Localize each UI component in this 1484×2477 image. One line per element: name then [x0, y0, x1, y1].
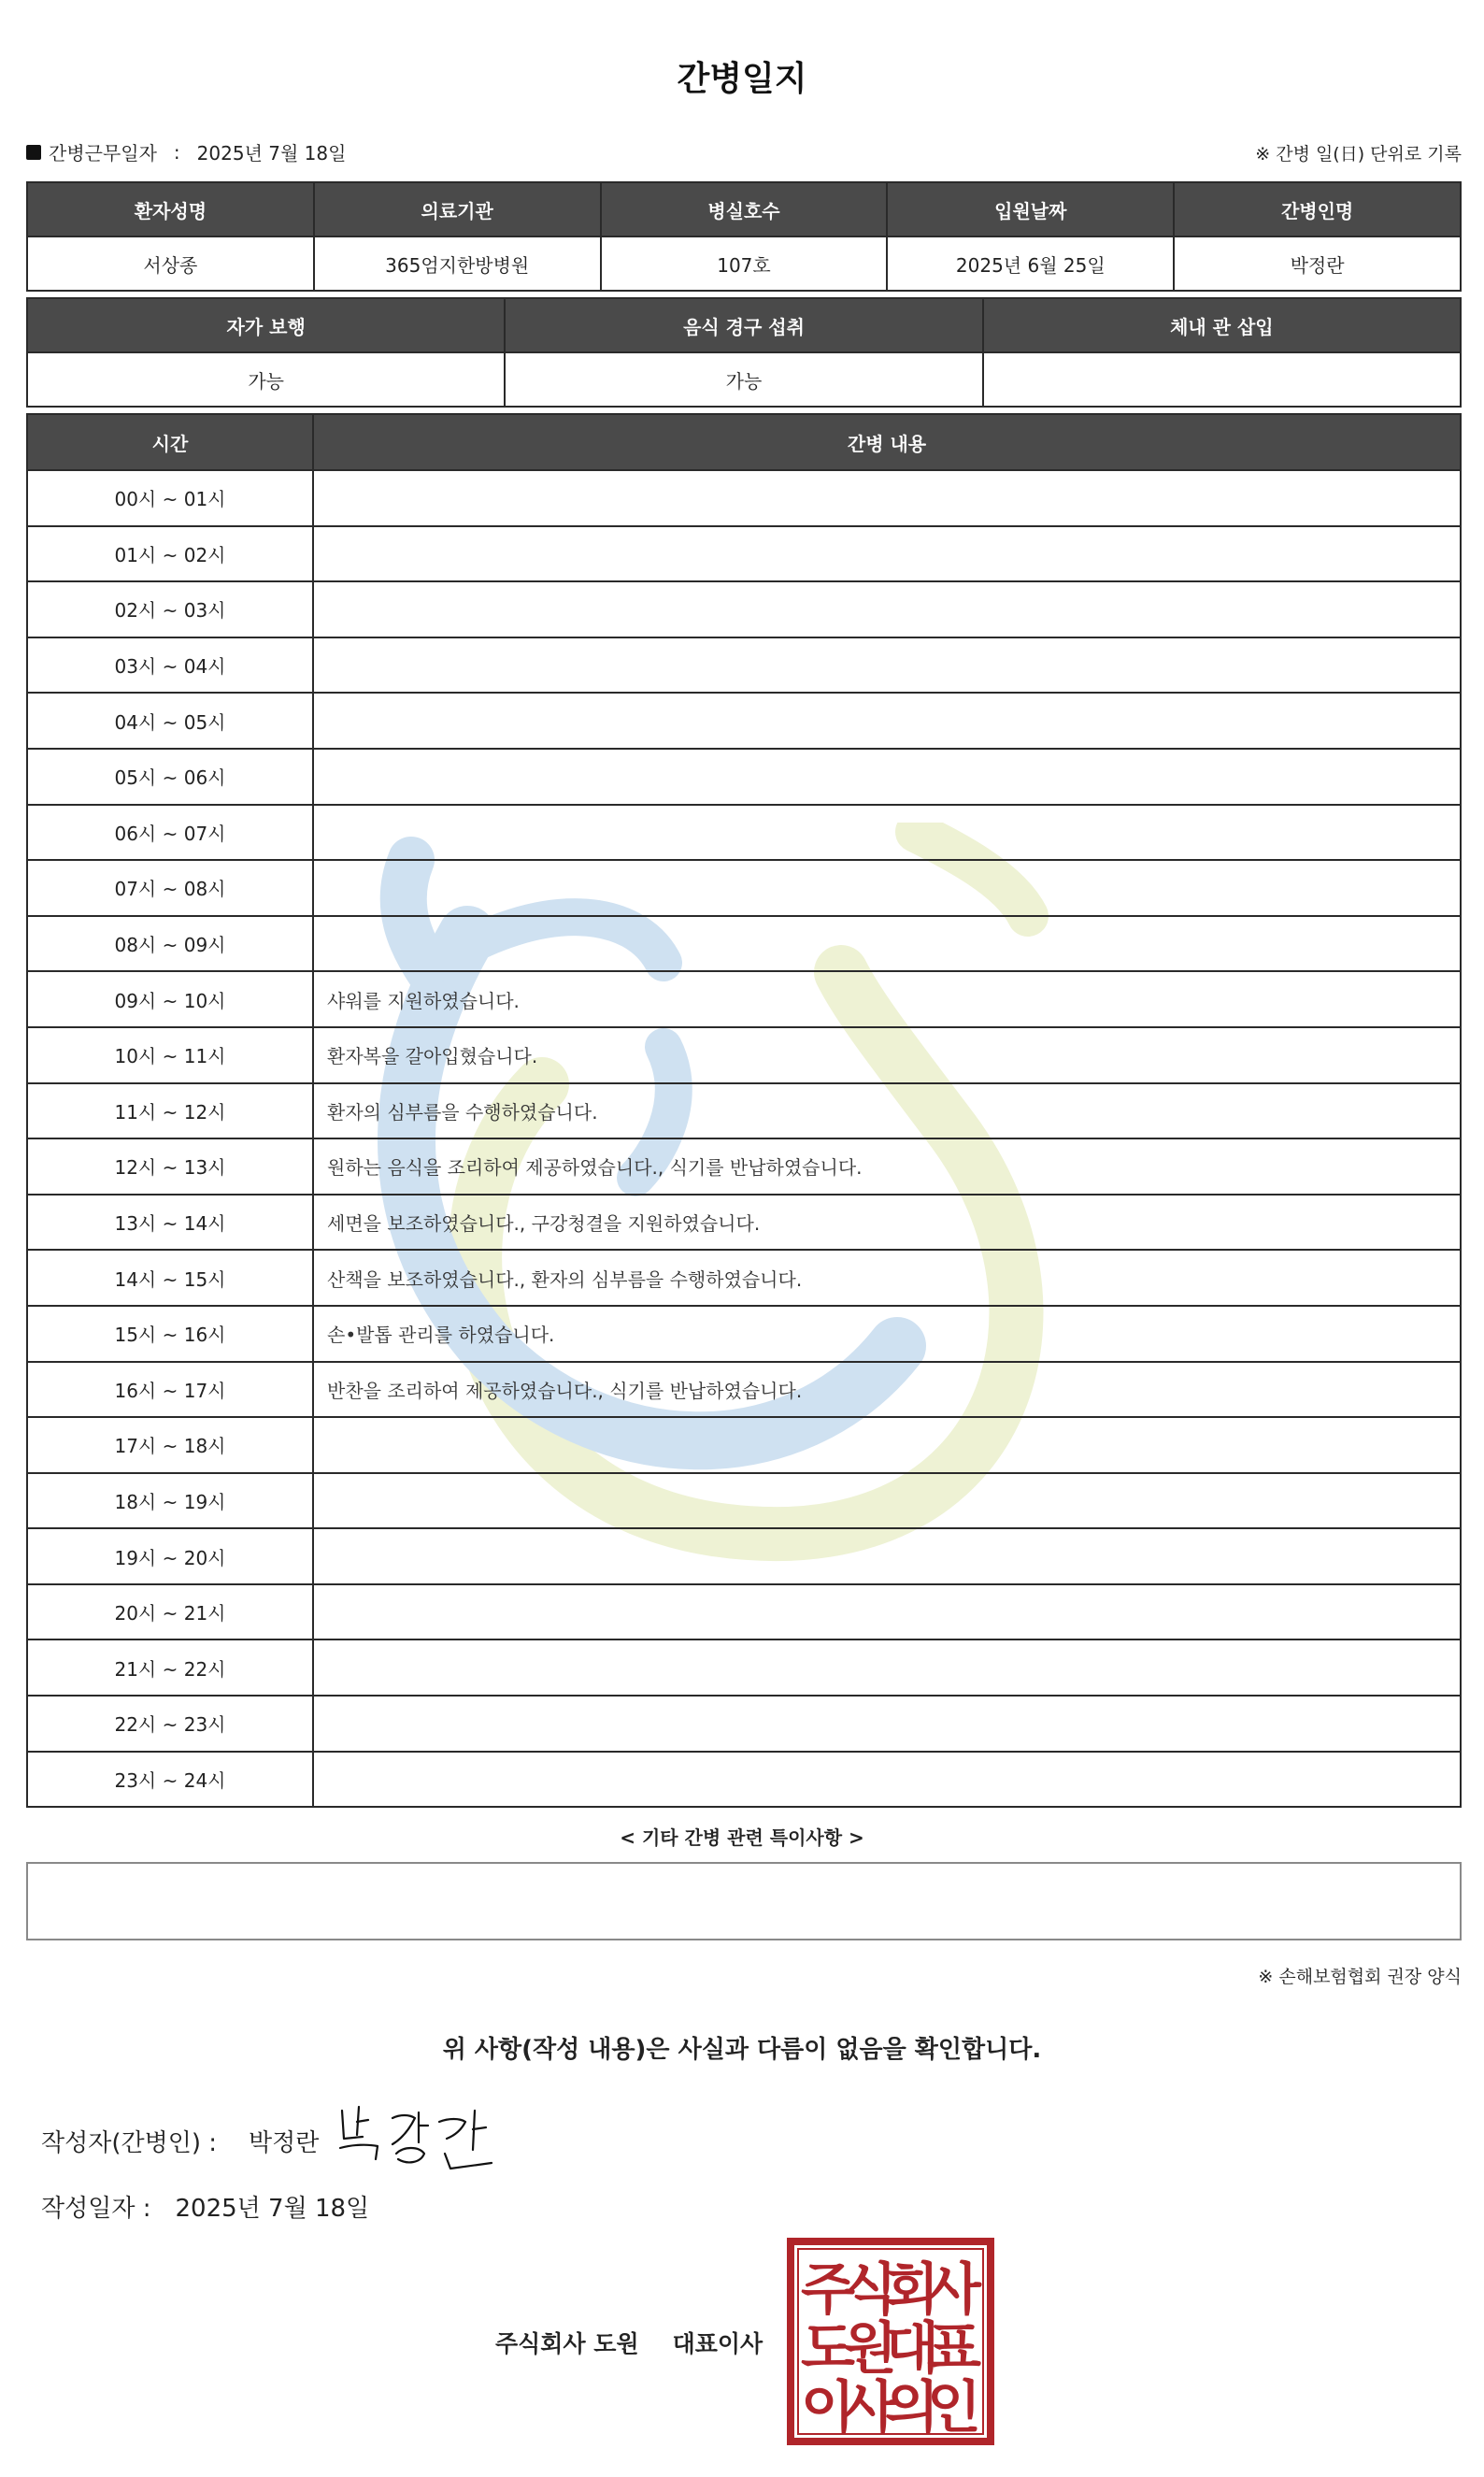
- care-content-cell: [313, 1528, 1461, 1584]
- caregiver-name-cell: 박정란: [1174, 236, 1461, 291]
- time-slot-cell: 05시 ~ 06시: [27, 749, 313, 805]
- care-content-cell: [313, 637, 1461, 694]
- ability-header: 체내 관 삽입: [983, 298, 1461, 352]
- care-log-row: [27, 637, 1461, 694]
- care-log-row: [27, 971, 1461, 1027]
- care-log-row: [27, 860, 1461, 916]
- time-slot-cell: 10시 ~ 11시: [27, 1027, 313, 1083]
- work-date-value: 2025년 7월 18일: [196, 142, 347, 165]
- time-slot-cell: 14시 ~ 15시: [27, 1250, 313, 1306]
- work-date-label: 간병근무일자: [49, 142, 157, 165]
- care-content-cell: 샤워를 지원하였습니다.: [313, 971, 1461, 1027]
- time-slot-cell: 12시 ~ 13시: [27, 1138, 313, 1195]
- care-log-row: [27, 1083, 1461, 1139]
- care-log-header-row: [27, 414, 1461, 470]
- work-date-row: [26, 138, 1462, 166]
- svg-text:사: 사: [927, 2257, 981, 2323]
- care-log-row: [27, 1584, 1461, 1640]
- company-name: 주식회사 도원: [495, 2330, 639, 2357]
- patient-info-header: 의료기관: [314, 182, 601, 236]
- svg-text:의: 의: [885, 2375, 939, 2441]
- time-slot-cell: 22시 ~ 23시: [27, 1696, 313, 1752]
- care-log-row: [27, 1528, 1461, 1584]
- patient-name-cell: 서상종: [27, 236, 314, 291]
- written-date-value: 2025년 7월 18일: [175, 2195, 370, 2223]
- patient-info-header: 병실호수: [601, 182, 888, 236]
- care-log-table: [26, 413, 1462, 1808]
- patient-info-header: 간병인명: [1174, 182, 1461, 236]
- care-log-row: [27, 1306, 1461, 1362]
- care-log-row: [27, 470, 1461, 526]
- care-content-cell: 손•발톱 관리를 하였습니다.: [313, 1306, 1461, 1362]
- company-line: [495, 2326, 763, 2359]
- care-content-cell: [313, 805, 1461, 861]
- care-log-row: [27, 1473, 1461, 1529]
- svg-text:표: 표: [927, 2316, 981, 2382]
- care-content-cell: [313, 526, 1461, 582]
- record-unit-note: ※ 간병 일(日) 단위로 기록: [1255, 144, 1462, 165]
- time-slot-cell: 19시 ~ 20시: [27, 1528, 313, 1584]
- written-date-label: 작성일자 :: [41, 2195, 151, 2223]
- patient-info-header: 입원날짜: [887, 182, 1174, 236]
- care-log-row: [27, 1752, 1461, 1808]
- care-content-header: 간병 내용: [313, 414, 1461, 470]
- care-content-cell: [313, 581, 1461, 637]
- notes-title: < 기타 간병 관련 특이사항 >: [620, 1826, 864, 1849]
- company-seal-stamp: [785, 2236, 996, 2447]
- care-content-cell: [313, 1417, 1461, 1473]
- care-content-cell: [313, 916, 1461, 972]
- care-log-row: [27, 1027, 1461, 1083]
- writer-label: 작성자(간병인) :: [41, 2129, 218, 2157]
- handwritten-signature: [335, 2098, 512, 2172]
- time-slot-cell: 11시 ~ 12시: [27, 1083, 313, 1139]
- care-log-row: [27, 1195, 1461, 1251]
- patient-info-header: 환자성명: [27, 182, 314, 236]
- care-log-row: [27, 1417, 1461, 1473]
- care-log-row: [27, 1696, 1461, 1752]
- care-content-cell: [313, 1473, 1461, 1529]
- time-slot-cell: 00시 ~ 01시: [27, 470, 313, 526]
- oral-intake-cell: 가능: [505, 352, 982, 407]
- care-log-row: [27, 1250, 1461, 1306]
- care-log-row: [27, 693, 1461, 749]
- ability-header: 음식 경구 섭취: [505, 298, 982, 352]
- time-slot-cell: 04시 ~ 05시: [27, 693, 313, 749]
- bullet-square-icon: [26, 145, 41, 160]
- time-slot-cell: 08시 ~ 09시: [27, 916, 313, 972]
- svg-text:회: 회: [885, 2257, 939, 2323]
- svg-text:이: 이: [801, 2375, 855, 2441]
- time-slot-cell: 23시 ~ 24시: [27, 1752, 313, 1808]
- ability-header-row: [27, 298, 1461, 352]
- written-date-line: [41, 2189, 369, 2224]
- care-log-row: [27, 526, 1461, 582]
- care-log-row: [27, 581, 1461, 637]
- svg-text:주: 주: [801, 2257, 855, 2323]
- care-content-cell: [313, 1584, 1461, 1640]
- time-slot-cell: 20시 ~ 21시: [27, 1584, 313, 1640]
- time-slot-cell: 03시 ~ 04시: [27, 637, 313, 694]
- care-content-cell: 환자의 심부름을 수행하였습니다.: [313, 1083, 1461, 1139]
- svg-text:도: 도: [801, 2316, 855, 2382]
- care-log-row: [27, 749, 1461, 805]
- care-log-row: [27, 1639, 1461, 1696]
- time-slot-cell: 07시 ~ 08시: [27, 860, 313, 916]
- form-source-note: ※ 손해보험협회 권장 양식: [1258, 1967, 1462, 1987]
- time-header: 시간: [27, 414, 313, 470]
- time-slot-cell: 01시 ~ 02시: [27, 526, 313, 582]
- company-role: 대표이사: [672, 2330, 763, 2357]
- time-slot-cell: 02시 ~ 03시: [27, 581, 313, 637]
- time-slot-cell: 18시 ~ 19시: [27, 1473, 313, 1529]
- patient-info-header-row: [27, 182, 1461, 236]
- svg-text:대: 대: [885, 2316, 939, 2382]
- care-log-row: [27, 805, 1461, 861]
- care-content-cell: [313, 1752, 1461, 1808]
- time-slot-cell: 13시 ~ 14시: [27, 1195, 313, 1251]
- work-date-colon: :: [173, 140, 180, 164]
- care-content-cell: 반찬을 조리하여 제공하였습니다., 식기를 반납하였습니다.: [313, 1362, 1461, 1418]
- self-walking-cell: 가능: [27, 352, 505, 407]
- care-content-cell: 환자복을 갈아입혔습니다.: [313, 1027, 1461, 1083]
- patient-info-value-row: [27, 236, 1461, 291]
- ability-table: [26, 297, 1462, 408]
- care-content-cell: 원하는 음식을 조리하여 제공하였습니다., 식기를 반납하였습니다.: [313, 1138, 1461, 1195]
- care-content-cell: [313, 749, 1461, 805]
- ability-header: 자가 보행: [27, 298, 505, 352]
- svg-text:인: 인: [927, 2375, 981, 2441]
- time-slot-cell: 15시 ~ 16시: [27, 1306, 313, 1362]
- ability-value-row: [27, 352, 1461, 407]
- notes-box: [26, 1862, 1462, 1940]
- care-content-cell: [313, 1696, 1461, 1752]
- svg-text:사: 사: [843, 2375, 897, 2441]
- care-log-row: [27, 1138, 1461, 1195]
- admission-date-cell: 2025년 6월 25일: [887, 236, 1174, 291]
- care-content-cell: [313, 693, 1461, 749]
- care-content-cell: [313, 470, 1461, 526]
- room-number-cell: 107호: [601, 236, 888, 291]
- patient-info-table: [26, 181, 1462, 292]
- writer-name: 박정란: [249, 2129, 320, 2157]
- care-content-cell: 세면을 보조하였습니다., 구강청결을 지원하였습니다.: [313, 1195, 1461, 1251]
- care-log-row: [27, 916, 1461, 972]
- time-slot-cell: 17시 ~ 18시: [27, 1417, 313, 1473]
- time-slot-cell: 06시 ~ 07시: [27, 805, 313, 861]
- care-content-cell: 산책을 보조하였습니다., 환자의 심부름을 수행하였습니다.: [313, 1250, 1461, 1306]
- hospital-cell: 365엄지한방병원: [314, 236, 601, 291]
- svg-text:식: 식: [843, 2257, 897, 2323]
- care-log-row: [27, 1362, 1461, 1418]
- care-content-cell: [313, 860, 1461, 916]
- time-slot-cell: 21시 ~ 22시: [27, 1639, 313, 1696]
- page-title: 간병일지: [677, 60, 807, 98]
- tube-insertion-cell: [983, 352, 1461, 407]
- confirmation-statement: 위 사항(작성 내용)은 사실과 다름이 없음을 확인합니다.: [442, 2036, 1042, 2064]
- time-slot-cell: 09시 ~ 10시: [27, 971, 313, 1027]
- care-content-cell: [313, 1639, 1461, 1696]
- svg-text:원: 원: [843, 2316, 897, 2382]
- time-slot-cell: 16시 ~ 17시: [27, 1362, 313, 1418]
- writer-line: [41, 2124, 319, 2158]
